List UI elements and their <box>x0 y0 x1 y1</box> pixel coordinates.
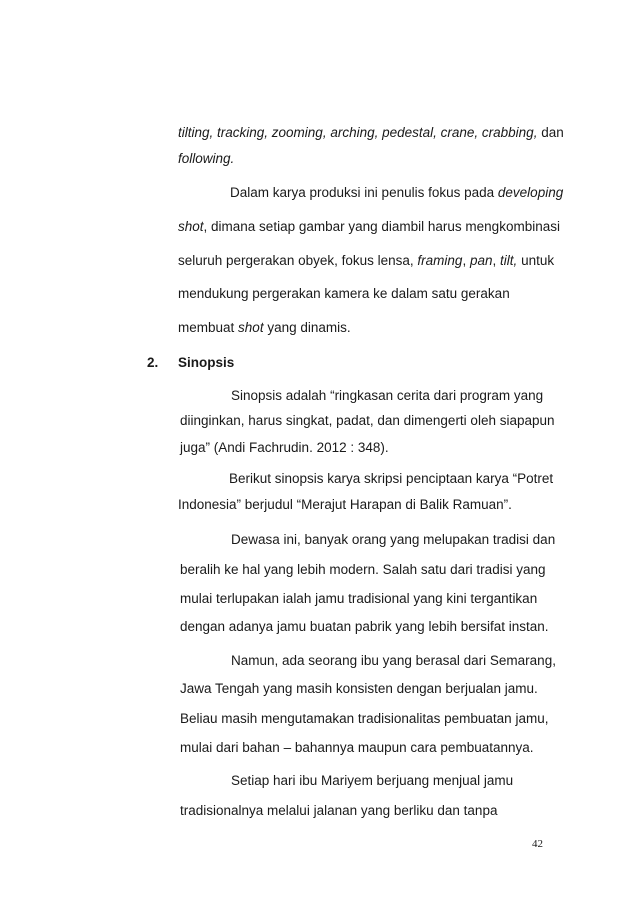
para2-line2 <box>178 219 560 235</box>
text-span: untuk <box>521 253 555 268</box>
italic-terms: tilting, tracking, zooming, arching, pedestal, crane, crabbing, <box>178 125 538 140</box>
body-line: diinginkan, harus singkat, padat, dan dimengerti oleh siapapun <box>180 413 555 428</box>
body-line: Namun, ada seorang ibu yang berasal dari Semarang, <box>231 653 556 668</box>
page-number: 42 <box>532 838 543 850</box>
text-span: yang dinamis. <box>267 320 351 335</box>
body-line: dengan adanya jamu buatan pabrik yang lebih bersifat instan. <box>180 619 549 634</box>
text-span: membuat <box>178 320 235 335</box>
section-number: 2. <box>147 355 159 370</box>
text-span: , <box>492 253 497 268</box>
italic-term: shot <box>178 219 204 234</box>
para2-line3 <box>178 253 555 269</box>
body-line: Beliau masih mengutamakan tradisionalitas pembuatan jamu, <box>180 711 549 726</box>
body-line: Jawa Tengah yang masih konsisten dengan berjualan jamu. <box>180 681 538 696</box>
text-span: seluruh pergerakan obyek, fokus lensa, <box>178 253 414 268</box>
para2-line5 <box>178 320 351 336</box>
body-line: tradisionalnya melalui jalanan yang berliku dan tanpa <box>180 803 498 818</box>
text-span: Dalam karya produksi ini penulis fokus pada <box>230 185 495 200</box>
italic-term: framing <box>417 253 463 268</box>
body-line: juga” (Andi Fachrudin. 2012 : 348). <box>180 440 389 455</box>
italic-term: following. <box>178 151 235 166</box>
body-line: Indonesia” berjudul “Merajut Harapan di Balik Ramuan”. <box>178 497 512 512</box>
text-span: , <box>462 253 467 268</box>
body-line: mulai terlupakan ialah jamu tradisional yang kini tergantikan <box>180 591 538 606</box>
body-line: Dewasa ini, banyak orang yang melupakan tradisi dan <box>231 532 556 547</box>
italic-term: shot <box>238 320 264 335</box>
italic-term: developing <box>497 185 564 200</box>
para2-line1 <box>230 185 564 201</box>
italic-term: pan <box>469 253 493 268</box>
body-line: mulai dari bahan – bahannya maupun cara pembuatannya. <box>180 740 534 755</box>
para1-line2 <box>178 151 234 167</box>
para2-line4: mendukung pergerakan kamera ke dalam satu gerakan <box>178 286 510 301</box>
text-span: , dimana setiap gambar yang diambil harus mengkombinasi <box>203 219 560 234</box>
para1-line1 <box>178 125 564 141</box>
italic-term: tilt, <box>500 253 518 268</box>
body-line: Sinopsis adalah “ringkasan cerita dari program yang <box>231 388 544 403</box>
section-title: Sinopsis <box>178 355 235 370</box>
body-line: Setiap hari ibu Mariyem berjuang menjual jamu <box>231 773 514 788</box>
body-line: beralih ke hal yang lebih modern. Salah satu dari tradisi yang <box>180 562 546 577</box>
text-span: dan <box>541 125 564 140</box>
body-line: Berikut sinopsis karya skripsi penciptaan karya “Potret <box>229 471 554 486</box>
